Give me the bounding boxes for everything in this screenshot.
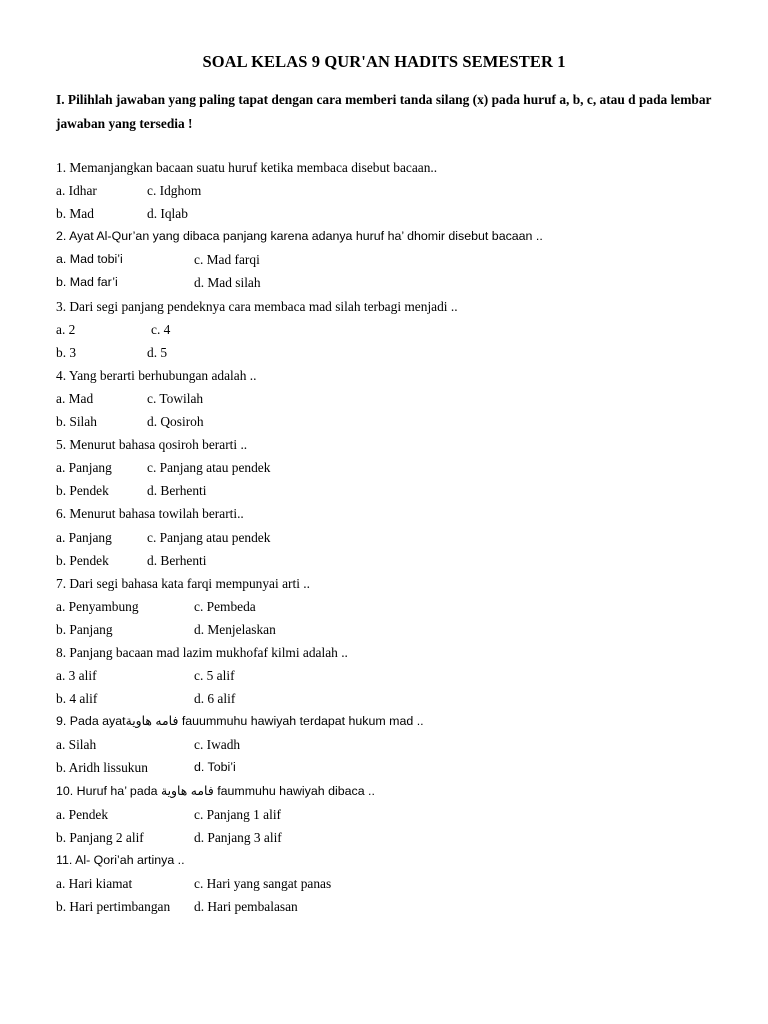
option-row — [56, 341, 736, 364]
question-item — [56, 641, 736, 664]
question-text: 3. Dari segi panjang pendeknya cara membaca mad silah terbagi menjadi .. — [56, 298, 458, 314]
option-a: a. Pendek — [56, 806, 109, 822]
option-a: a. 3 alif — [56, 668, 97, 684]
question-text: 10. Huruf ha’ pada فامه هاوية faummuhu hawiyah dibaca .. — [56, 783, 375, 798]
option-row — [56, 248, 736, 271]
option-c: c. 4 — [151, 321, 171, 337]
option-d: d. Mad silah — [194, 275, 261, 291]
option-a: a. Mad tobi’i — [56, 252, 123, 267]
option-c: c. Panjang 1 alif — [194, 806, 282, 822]
option-c: c. Idghom — [147, 183, 202, 199]
option-c: c. Hari yang sangat panas — [194, 875, 332, 891]
option-a: a. Idhar — [56, 183, 97, 199]
option-d: d. Berhenti — [147, 483, 207, 499]
question-item — [56, 364, 736, 387]
option-row — [56, 664, 736, 687]
option-d: d. Panjang 3 alif — [194, 829, 282, 845]
option-a: a. Hari kiamat — [56, 875, 133, 891]
question-item — [56, 433, 736, 456]
question-text: 4. Yang berarti berhubungan adalah .. — [56, 367, 257, 383]
option-d: d. Tobi’i — [194, 760, 236, 775]
option-a: a. 2 — [56, 321, 76, 337]
option-row — [56, 202, 736, 225]
option-row — [56, 179, 736, 202]
question-text: 5. Menurut bahasa qosiroh berarti .. — [56, 437, 248, 453]
option-b: b. Panjang — [56, 621, 113, 637]
question-text: 7. Dari segi bahasa kata farqi mempunyai arti .. — [56, 575, 310, 591]
question-item — [56, 780, 736, 803]
question-text: 1. Memanjangkan bacaan suatu huruf ketika membaca disebut bacaan.. — [56, 160, 438, 175]
option-d: d. 5 — [147, 344, 168, 360]
option-a: a. Panjang — [56, 460, 112, 476]
question-item — [56, 572, 736, 595]
option-b: b. Hari pertimbangan — [56, 899, 171, 914]
option-d: d. Menjelaskan — [194, 621, 276, 637]
option-c: c. Panjang atau pendek — [147, 460, 271, 476]
option-b: b. Mad — [56, 206, 94, 222]
option-d: d. Qosiroh — [147, 414, 204, 430]
option-d: d. Berhenti — [147, 552, 207, 568]
option-c: c. Mad farqi — [194, 252, 260, 268]
question-item — [56, 225, 736, 248]
option-d: d. 6 alif — [194, 691, 236, 707]
option-c: c. Iwadh — [194, 737, 241, 753]
option-row — [56, 526, 736, 549]
question-text: 9. Pada ayatفامه هاوية fauummuhu hawiyah terdapat hukum mad .. — [56, 714, 424, 729]
option-b: b. Pendek — [56, 552, 109, 568]
option-row — [56, 549, 736, 572]
option-c: c. 5 alif — [194, 668, 235, 684]
option-b: b. Panjang 2 alif — [56, 829, 144, 845]
option-row — [56, 479, 736, 502]
option-c: c. Towilah — [147, 390, 204, 406]
question-text: 11. Al- Qori’ah artinya .. — [56, 852, 185, 867]
option-row — [56, 271, 736, 294]
option-row — [56, 826, 736, 849]
option-row — [56, 756, 736, 779]
option-row — [56, 410, 736, 433]
option-b: b. Mad far’i — [56, 275, 118, 290]
question-item — [56, 710, 736, 733]
question-item — [56, 156, 736, 179]
question-list — [56, 156, 736, 918]
option-row — [56, 387, 736, 410]
question-text: 8. Panjang bacaan mad lazim mukhofaf kilmi adalah .. — [56, 644, 348, 660]
option-row — [56, 895, 736, 918]
option-a: a. Panjang — [56, 529, 112, 545]
option-d: d. Hari pembalasan — [194, 899, 298, 914]
question-item — [56, 849, 736, 872]
option-b: b. Aridh lissukun — [56, 760, 148, 776]
option-d: d. Iqlab — [147, 206, 188, 222]
option-row — [56, 687, 736, 710]
option-row — [56, 872, 736, 895]
option-b: b. Silah — [56, 414, 97, 430]
option-a: a. Penyambung — [56, 598, 139, 614]
question-item — [56, 295, 736, 318]
option-row — [56, 595, 736, 618]
question-item — [56, 502, 736, 525]
option-row — [56, 733, 736, 756]
option-b: b. 3 — [56, 344, 77, 360]
option-row — [56, 803, 736, 826]
instruction-text: I. Pilihlah jawaban yang paling tapat dengan cara memberi tanda silang (x) pada huruf a, b, c, atau d pada lembar jawaban yang tersedia ! — [56, 92, 712, 131]
option-c: c. Panjang atau pendek — [147, 529, 271, 545]
option-row — [56, 318, 736, 341]
option-b: b. 4 alif — [56, 691, 98, 707]
option-row — [56, 618, 736, 641]
question-text: 6. Menurut bahasa towilah berarti.. — [56, 506, 244, 522]
option-row — [56, 456, 736, 479]
question-text: 2. Ayat Al-Qur’an yang dibaca panjang karena adanya huruf ha’ dhomir disebut bacaan .. — [56, 229, 543, 244]
option-b: b. Pendek — [56, 483, 109, 499]
option-a: a. Silah — [56, 737, 97, 753]
option-c: c. Pembeda — [194, 598, 256, 614]
page-title: SOAL KELAS 9 QUR'AN HADITS SEMESTER 1 — [202, 52, 566, 71]
option-a: a. Mad — [56, 390, 94, 406]
